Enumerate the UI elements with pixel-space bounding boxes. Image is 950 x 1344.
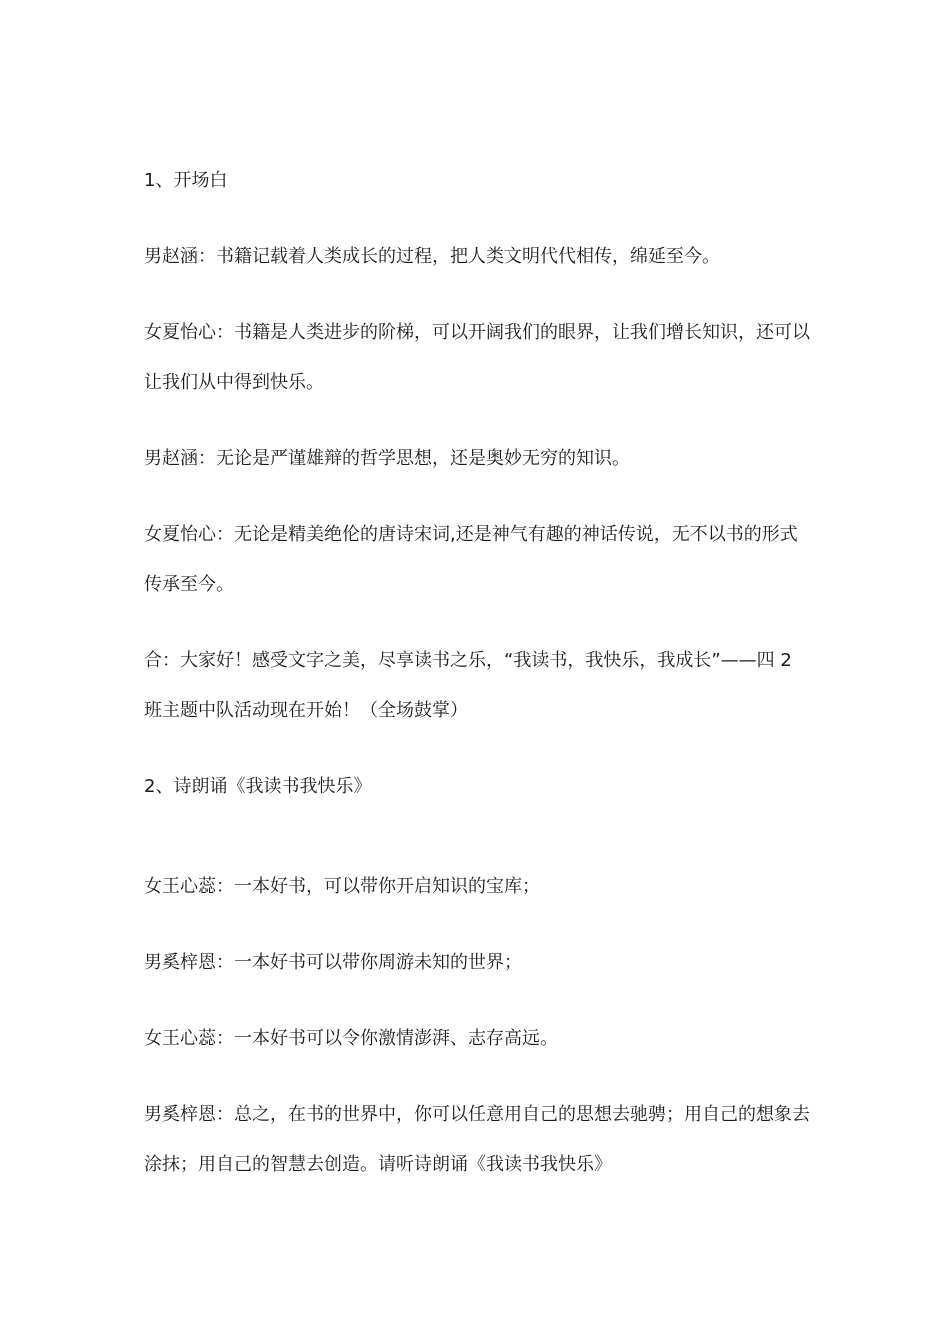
dialogue-line: 男奚梓恩：一本好书可以带你周游未知的世界； bbox=[144, 952, 522, 973]
dialogue-line: 合：大家好！感受文字之美，尽享读书之乐，“我读书，我快乐，我成长”——四 2 班主题中队活动现在开始！（全场鼓掌） bbox=[144, 650, 792, 721]
dialogue-line: 男赵涵：无论是严谨雄辩的哲学思想，还是奥妙无穷的知识。 bbox=[144, 448, 630, 469]
section-heading-poem: 2、诗朗诵《我读书我快乐》 bbox=[144, 776, 372, 797]
document-body bbox=[144, 156, 814, 1190]
dialogue-line: 男奚梓恩：总之，在书的世界中，你可以任意用自己的思想去驰骋；用自己的想象去涂抹；用自己的智慧去创造。请听诗朗诵《我读书我快乐》 bbox=[144, 1104, 810, 1175]
dialogue-line: 女夏怡心：书籍是人类进步的阶梯，可以开阔我们的眼界，让我们增长知识，还可以让我们从中得到快乐。 bbox=[144, 322, 810, 393]
section-heading-opening: 1、开场白 bbox=[144, 170, 228, 191]
dialogue-line: 女王心蕊：一本好书，可以带你开启知识的宝库； bbox=[144, 876, 540, 897]
dialogue-line: 男赵涵：书籍记载着人类成长的过程，把人类文明代代相传，绵延至今。 bbox=[144, 246, 720, 267]
dialogue-line: 女王心蕊：一本好书可以令你激情澎湃、志存高远。 bbox=[144, 1028, 558, 1049]
dialogue-line: 女夏怡心：无论是精美绝伦的唐诗宋词,还是神气有趣的神话传说，无不以书的形式传承至今。 bbox=[144, 524, 798, 595]
